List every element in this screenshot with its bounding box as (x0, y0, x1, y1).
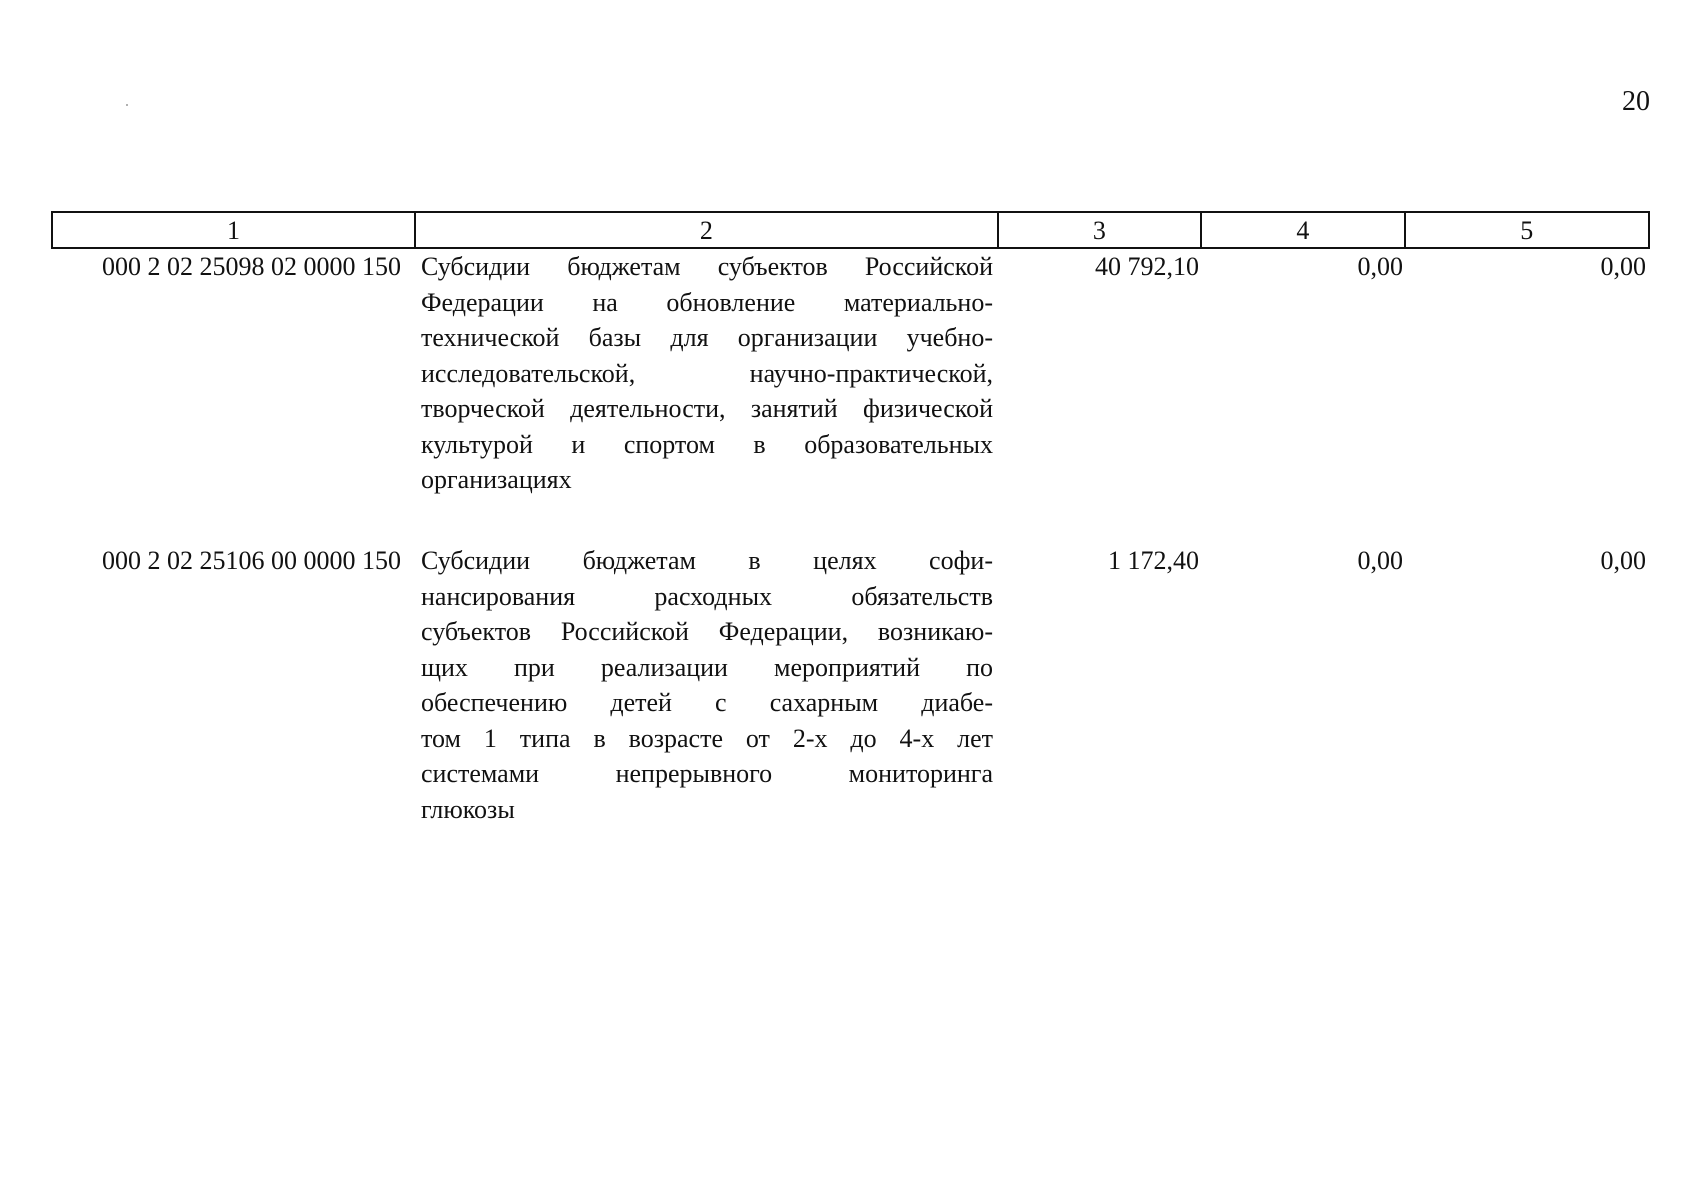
description-line: том 1 типа в возрасте от 2-х до 4-х лет (421, 723, 993, 753)
description-line: организациях (421, 465, 572, 494)
header-cell-2: 2 (416, 213, 999, 247)
header-cell-4: 4 (1202, 213, 1405, 247)
description-line: Федерации на обновление материально- (421, 287, 993, 317)
row-description (415, 249, 999, 498)
description-line: глюкозы (421, 794, 515, 824)
description-line: Субсидии бюджетам субъектов Российской (421, 252, 993, 281)
budget-code: 000 2 02 25098 02 0000 150 (102, 252, 401, 281)
description-line: нансирования расходных обязательств (421, 581, 993, 611)
description-line: щих при реализации мероприятий по (421, 652, 993, 682)
description-line: исследовательской, научно-практической, (421, 358, 993, 388)
scan-speck (126, 104, 128, 106)
description-line: системами непрерывного мониторинга (421, 759, 993, 788)
row-description (415, 543, 999, 827)
table-header-row (51, 211, 1650, 249)
header-cell-5: 5 (1520, 216, 1534, 245)
description-line: творческой деятельности, занятий физической (421, 394, 993, 423)
description-line: технической базы для организации учебно- (421, 323, 993, 352)
header-cell-1: 1 (53, 213, 416, 247)
value-col-5: 0,00 (1600, 252, 1646, 281)
table-row (51, 543, 1650, 827)
description-line: культурой и спортом в образовательных (421, 429, 993, 459)
value-col-3: 40 792,10 (1095, 252, 1199, 281)
description-line: субъектов Российской Федерации, возникаю- (421, 617, 993, 646)
value-col-5: 0,00 (1600, 546, 1646, 575)
value-col-3: 1 172,40 (1108, 546, 1199, 575)
description-line: Субсидии бюджетам в целях софи- (421, 546, 993, 575)
page-number: 20 (1622, 86, 1650, 117)
value-col-4: 0,00 (1357, 252, 1403, 281)
budget-code: 000 2 02 25106 00 0000 150 (102, 546, 401, 575)
description-line: обеспечению детей с сахарным диабе- (421, 688, 993, 717)
header-cell-3: 3 (999, 213, 1202, 247)
table-row (51, 249, 1650, 498)
value-col-4: 0,00 (1357, 546, 1403, 575)
